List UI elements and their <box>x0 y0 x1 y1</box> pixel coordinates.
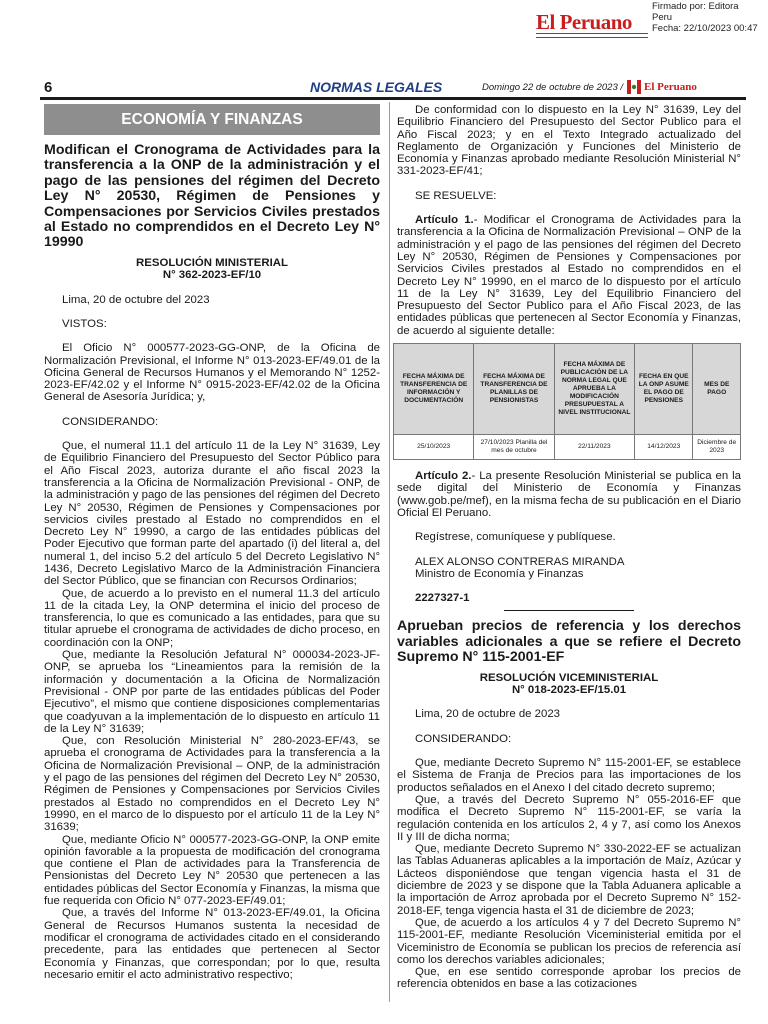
considerando-paragraph-2: Que, de acuerdo a los artículos 4 y 7 del Decreto Supremo N° 115-2001-EF, mediante Resolución Viceministerial emitida por el Viceministro de Economía se publican los precios de referencia así como los derechos variables adicionales; <box>397 916 741 966</box>
stamp-signer: Firmado por: Editora <box>652 1 739 12</box>
resolution-type-2: RESOLUCIÓN VICEMINISTERIAL <box>479 671 659 684</box>
considerando-paragraph: Que, a través del Informe N° 013-2023-EF/49.01, la Oficina General de Recursos Humanos sustenta la necesidad de modificar el cronograma de actividades citado en el considerando precedente, para las entidades que pertenecen al Sector Economía y Finanzas, que correspondan; por lo que, resulta necesario emitir el acto administrativo respectivo; <box>44 907 380 981</box>
considerando-paragraph: Que, mediante la Resolución Jefatural N° 000034-2023-JF-ONP, se aprueba los “Lineamientos para la remisión de la información y documentación a la Oficina de Normalización Previsional - ONP por parte de las entidades públicas del Poder Ejecutivo”, el mismo que contiene disposiciones complementarias que coadyuvan a la implementación de lo dispuesto en artículo 11 de la Ley N° 31639; <box>44 649 380 735</box>
considerando-paragraph: Que, con Resolución Ministerial N° 280-2023-EF/43, se aprueba el cronograma de Actividades para la transferencia a la Oficina de Normalización Previsional – ONP, de la administración y el pago de las pensiones del régimen del Decreto Ley N° 20530, Régimen de Pensiones y Compensaciones por Servicios Civiles prestados al Estado no comprendidos en el Decreto Ley N° 19990, en el marco de lo dispuesto por el artículo 11 de la Ley N° 31639; <box>44 735 380 834</box>
header-rule <box>40 97 746 100</box>
stamp-country: Peru <box>652 12 673 23</box>
coat-of-arms-icon <box>627 80 641 94</box>
signer-name: ALEX ALONSO CONTRERAS MIRANDA <box>415 555 625 568</box>
table-header-cell: FECHA EN QUE LA ONP ASUME EL PAGO DE PENSIONES <box>635 344 693 435</box>
conformidad-paragraph: De conformidad con lo dispuesto en la Ley N° 31639, Ley del Equilibrio Financiero del Presupuesto del Sector Publico para el Año Fiscal 2023; y en el Texto Integrado actualizado del Reglamento de Organización y Funciones del Ministerio de Economía y Finanzas aprobado mediante Resolución Ministerial N° 331-2023-EF/41; <box>397 104 741 178</box>
considerando-paragraph: Que, el numeral 11.1 del artículo 11 de la Ley N° 31639, Ley de Equilibrio Financiero del Presupuesto del Sector Público para el Año Fiscal 2023, autoriza durante el año fiscal 2023 la transferencia a la Oficina de Normalización Previsional - ONP, de la administración y pago de las pensiones del régimen del Decreto Ley N° 20530, Régimen de Pensiones y Compensaciones por servicios civiles prestado al Estado no comprendidos en el Decreto Ley N° 19990, a cargo de las entidades públicas del Poder Ejecutivo que forman parte del apartado (i) del literal a, del numeral 1, del inciso 5.2 del artículo 5 del Decreto Legislativo N° 1436, Decreto Legislativo Marco de la Administración Financiera del Sector Público, que se financian con Recursos Ordinarios; <box>44 440 380 588</box>
article-2-text: - La presente Resolución Ministerial se publica en la sede digital del Ministerio de Economía y Finanzas (www.gob.pe/mef), en la misma fecha de su publicación en el Diario Oficial El Peruano. <box>397 470 741 519</box>
signer-title: Ministro de Economía y Finanzas <box>415 567 584 580</box>
issue-date: Domingo 22 de octubre de 2023 / <box>482 82 624 93</box>
table-cell: 14/12/2023 <box>635 435 693 460</box>
se-resuelve-heading: SE RESUELVE: <box>415 189 497 202</box>
table-cell: Diciembre de 2023 <box>693 435 741 460</box>
table-row <box>394 435 741 460</box>
considerando-paragraph-2: Que, en ese sentido corresponde aprobar los precios de referencia obtenidos en base a las cotizaciones <box>397 966 741 991</box>
article-2 <box>397 470 741 519</box>
page-number: 6 <box>44 79 53 96</box>
norm-separator <box>504 610 634 611</box>
el-peruano-logo: El Peruano <box>536 10 632 34</box>
resolution-number-2: N° 018-2023-EF/15.01 <box>511 684 627 697</box>
table-header-cell: FECHA MÁXIMA DE PUBLICACIÓN DE LA NORMA LEGAL QUE APRUEBA LA MODIFICACIÓN PRESUPUESTAL A NIVEL INSTITUCIONAL <box>554 344 634 435</box>
considerando-paragraph-2: Que, mediante Decreto Supremo N° 330-2022-EF se actualizan las Tablas Aduaneras aplicables a la importación de Maíz, Azúcar y Lácteos disponiéndose que tengan vigencia hasta el 31 de diciembre de 2023 y se dispone que la Tabla Aduanera aplicable a la importación de Arroz aprobada por el Decreto Supremo N° 152-2018-EF, tenga vigencia hasta el 31 de diciembre de 2023; <box>397 843 741 917</box>
considerando-heading: CONSIDERANDO: <box>62 415 159 428</box>
considerando-paragraph-2: Que, mediante Decreto Supremo N° 115-2001-EF, se establece el Sistema de Franja de Precios para las importaciones de los productos señalados en el Anexo I del citado decreto supremo; <box>397 757 741 794</box>
considerando-heading-2: CONSIDERANDO: <box>415 732 512 745</box>
right-column <box>397 104 741 991</box>
norm-title-2: Aprueban precios de referencia y los derechos variables adicionales a que se refiere el Decreto Supremo N° 115-2001-EF <box>397 618 741 666</box>
place-date: Lima, 20 de octubre del 2023 <box>62 293 210 306</box>
table-cell: 27/10/2023 Planilla del mes de octubre <box>474 435 554 460</box>
vistos-text: El Oficio N° 000577-2023-GG-ONP, de la Oficina de Normalización Previsional, el Informe N° 013-2023-EF/49.01 de la Oficina General de Recursos Humanos y el Memorando N° 1252-2023-EF/42.02 y el Informe N° 0915-2023-EF/42.02 de la Oficina General de Asesoría Jurídica; y, <box>44 342 380 404</box>
publication-code: 2227327-1 <box>415 592 470 605</box>
table-header-cell: FECHA MÁXIMA DE TRANSFERENCIA DE INFORMACIÓN Y DOCUMENTACIÓN <box>394 344 474 435</box>
table-cell: 22/11/2023 <box>554 435 634 460</box>
registrese-line: Regístrese, comuníquese y publíquese. <box>415 531 616 544</box>
table-cell: 25/10/2023 <box>394 435 474 460</box>
norm-title: Modifican el Cronograma de Actividades para la transferencia a la ONP de la administración y el pago de las pensiones del régimen del Decreto Ley N° 20530, Régimen de Pensiones y Compensaciones por Servicios Civiles prestados al Estado no comprendidos en el Decreto Ley N° 19990 <box>44 142 380 251</box>
signature-stamp <box>652 1 758 34</box>
left-column <box>44 104 380 981</box>
considerando-paragraph: Que, de acuerdo a lo previsto en el numeral 11.3 del artículo 11 de la citada Ley, la ONP determina el inicio del proceso de transferencia, lo que es comunicado a las entidades, para que su titular apruebe el cronograma de actividades de dicho proceso, en coordinación con la ONP; <box>44 587 380 649</box>
table-header-row <box>394 344 741 435</box>
logo-underline <box>536 33 648 38</box>
considerando-paragraph: Que, mediante Oficio N° 000577-2023-GG-ONP, la ONP emite opinión favorable a la propuesta de modificación del cronograma que contiene el Plan de actividades para la Transferencia de Pensionistas del Decreto Ley N° 20530 que pertenecen a las entidades públicas del Sector Economía y Finanzas, la misma que fue requerida con Oficio N° 077-2023-EF/49.01; <box>44 833 380 908</box>
article-1-label: Artículo 1. <box>415 214 474 227</box>
considerando-paragraph-2: Que, a través del Decreto Supremo N° 055-2016-EF que modifica el Decreto Supremo N° 115-2001-EF, se varía la regulación contenida en los artículos 2, 4 y 7, así como los Anexos II y III de dicha norma; <box>397 793 741 843</box>
section-title: NORMAS LEGALES <box>310 79 443 95</box>
article-1 <box>397 214 741 337</box>
article-2-label: Artículo 2. <box>415 470 472 483</box>
column-separator <box>389 102 390 1002</box>
resolution-number: N° 362-2023-EF/10 <box>162 269 262 282</box>
stamp-date: Fecha: 22/10/2023 00:47 <box>652 23 758 34</box>
place-date-2: Lima, 20 de octubre de 2023 <box>415 708 561 721</box>
schedule-table <box>393 343 741 460</box>
section-banner: ECONOMÍA Y FINANZAS <box>44 104 380 135</box>
table-header-cell: FECHA MÁXIMA DE TRANSFERENCIA DE PLANILLAS DE PENSIONISTAS <box>474 344 554 435</box>
article-1-text: - Modificar el Cronograma de Actividades para la transferencia a la Oficina de Normalización Previsional – ONP de la administración y el pago de las pensiones del régimen del Decreto Ley N° 20530, Régimen de Pensiones y Compensaciones por Servicios Civiles prestados al Estado no comprendidos en el Decreto Ley N° 19990, en el marco de lo dispuesto por el artículo 11 de la Ley N° 31639, Ley del Equilibrio Financiero del Presupuesto del Sector Publico para el Año Fiscal 2023, de las entidades públicas que pertenecen al Sector Economía y Finanzas, de acuerdo al siguiente detalle: <box>397 214 741 337</box>
resolution-type: RESOLUCIÓN MINISTERIAL <box>136 256 288 269</box>
header-brand: El Peruano <box>644 81 697 93</box>
table-header-cell: MES DE PAGO <box>693 344 741 435</box>
vistos-heading: VISTOS: <box>62 317 107 330</box>
